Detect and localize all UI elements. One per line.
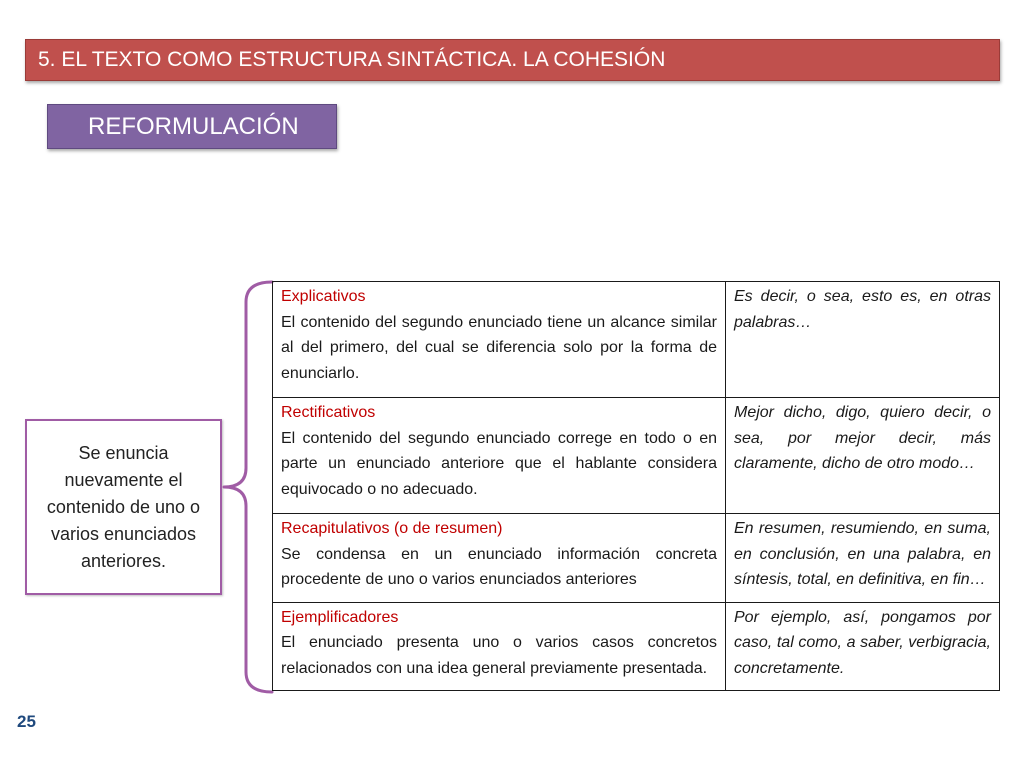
category-description: El enunciado presenta uno o varios casos concretos relacionados con una idea general previamente presentada. [281,634,717,677]
summary-text: Se enuncia nuevamente el contenido de uno o varios enunciados anteriores. [46,442,201,571]
category-description: El contenido del segundo enunciado tiene un alcance similar al del primero, del cual se diferencia solo por la forma de enunciarlo. [281,313,717,382]
table-cell-examples [726,282,1000,398]
connector-examples: En resumen, resumiendo, en suma, en conclusión, en una palabra, en síntesis, total, en definitiva, en fin… [734,520,991,589]
connector-examples: Por ejemplo, así, pongamos por caso, tal como, a saber, verbigracia, concretamente. [734,608,991,677]
table-cell-description [273,514,726,602]
category-description: El contenido del segundo enunciado correge en todo o en parte un enunciado anteriore que el hablante considera equivocado o no adecuado. [281,429,717,498]
summary-box [25,419,222,595]
table-row [273,398,1000,514]
category-label: Explicativos [281,288,366,305]
category-label: Ejemplificadores [281,608,399,626]
connector-examples: Mejor dicho, digo, quiero decir, o sea, por mejor decir, más claramente, dicho de otro modo… [734,404,991,473]
category-label: Recapitulativos (o de resumen) [281,520,503,538]
table-cell-description [273,602,726,690]
connector-examples: Es decir, o sea, esto es, en otras palabras… [734,288,991,331]
category-label: Rectificativos [281,404,376,422]
table-row [273,514,1000,602]
table-row [273,282,1000,398]
section-label [47,104,337,149]
table-cell-examples [726,514,1000,602]
table-row [273,602,1000,690]
table-cell-examples [726,602,1000,690]
page-number: 25 [17,712,36,731]
table-cell-examples [726,398,1000,514]
slide-title: 5. EL TEXTO COMO ESTRUCTURA SINTÁCTICA. LA COHESIÓN [38,48,666,71]
curly-brace-icon [220,278,276,696]
category-description: Se condensa en un enunciado información concreta procedente de uno o varios enunciados anteriores [281,545,717,589]
section-label-text: REFORMULACIÓN [88,113,299,140]
table-cell-description [273,282,726,398]
table-cell-description [273,398,726,514]
slide-title-bar [25,39,1000,81]
connectors-table [272,281,1000,691]
